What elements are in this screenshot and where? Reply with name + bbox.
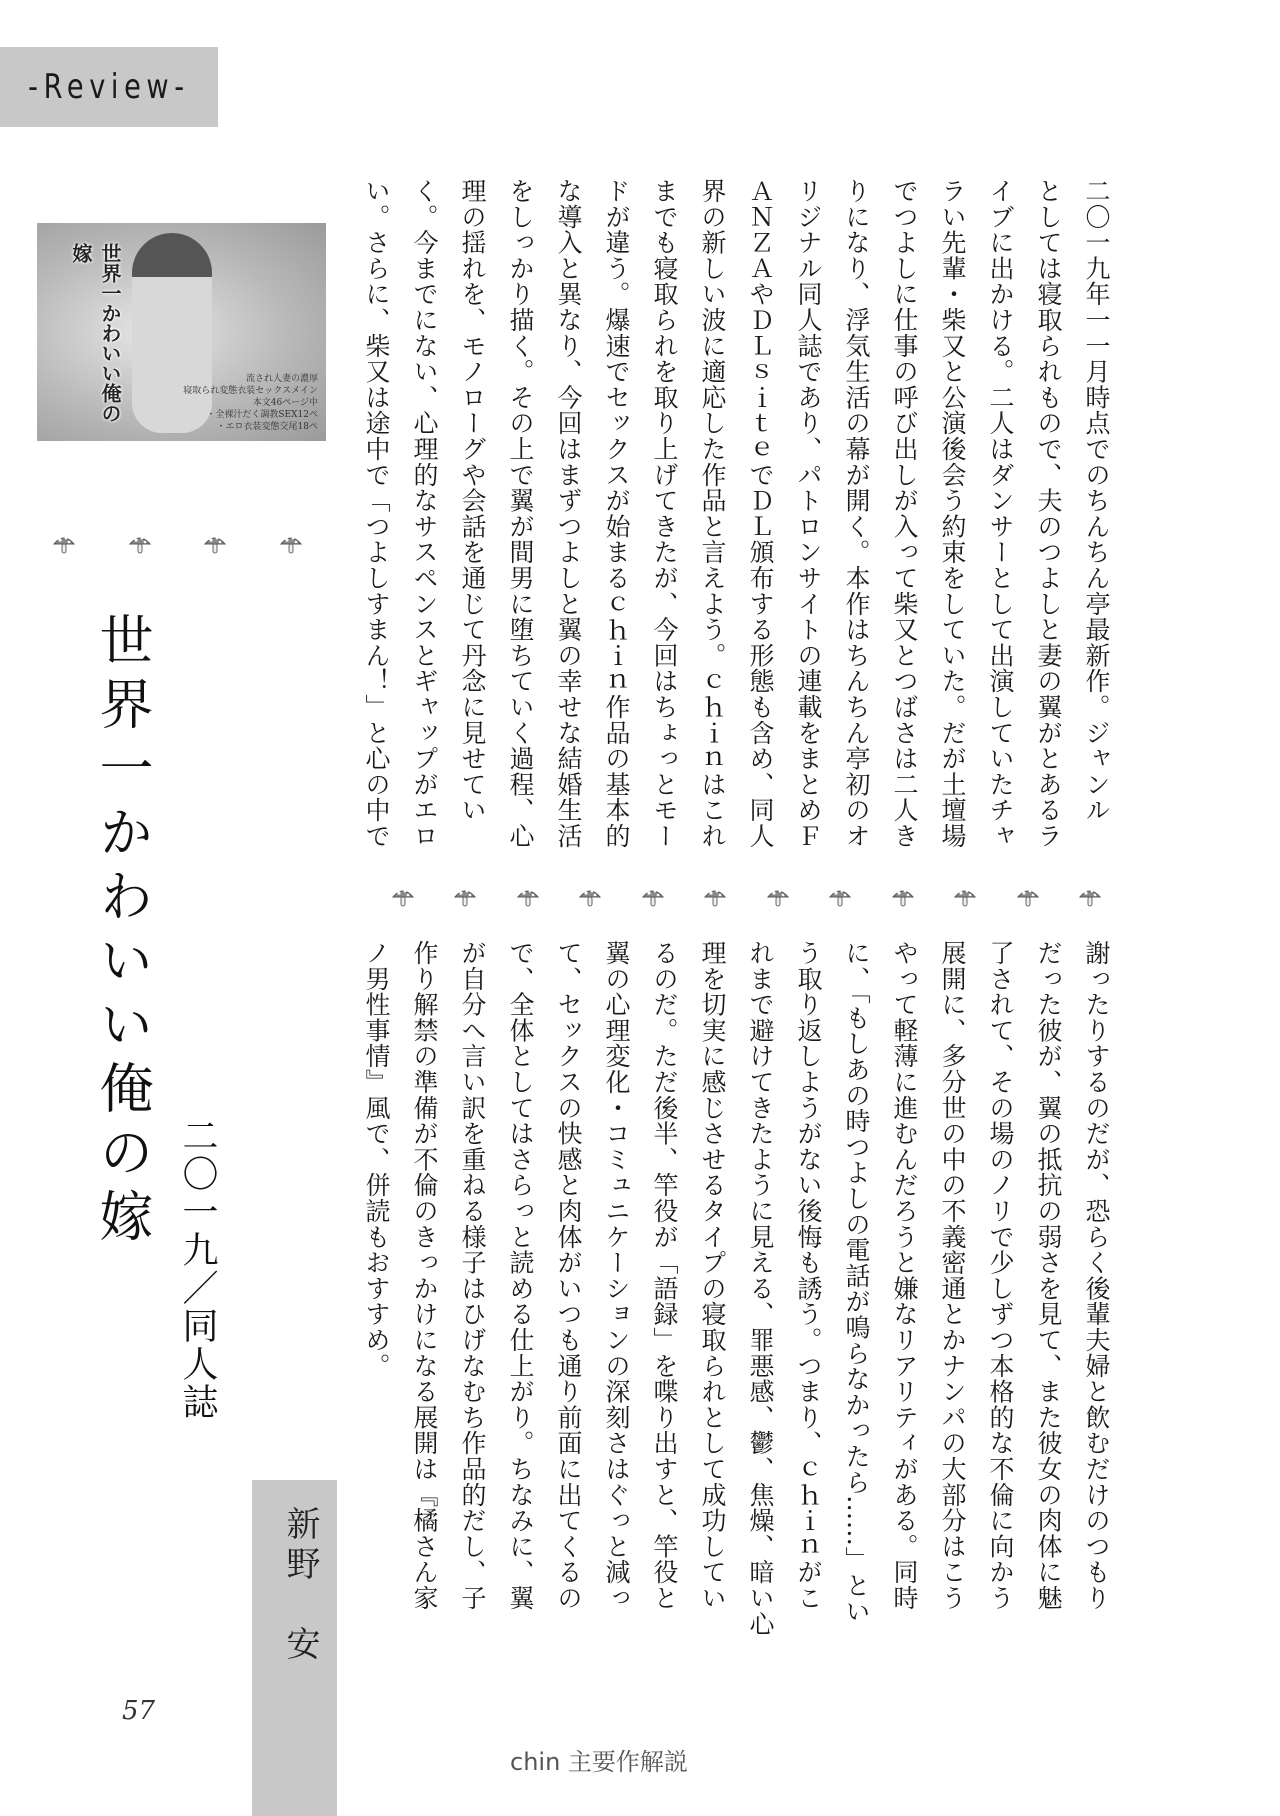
text-column: イブに出かける。二人はダンサーとして出演していたチャ [986,178,1015,849]
author-name: 新野 安 [280,1506,320,1666]
cover-blurb-line: ・エロ衣装変態交尾18ペ [216,422,318,432]
text-column: りになり、浮気生活の幕が開く。本作はちんちん亭初のオ [842,178,871,849]
text-column: く。今までにない、心理的なサスペンスとギャップがエロ [410,178,439,849]
mushroom-icon [703,886,727,908]
text-column: 二〇一九年一一月時点でのちんちん亭最新作。ジャンル [1082,178,1111,823]
cover-blurb-line: ・全裸汁だく調教SEX12ペ [206,410,318,420]
review-text-top [352,178,1120,858]
mushroom-icon [1016,886,1040,908]
text-column: 了されて、その場のノリで少しずつ本格的な不倫に向かう [986,940,1015,1611]
text-column: 理を切実に感じさせるタイプの寝取られとして成功してい [698,940,727,1611]
mushroom-icon [516,886,540,908]
text-column: でつよしに仕事の呼び出しが入って柴又とつばさは二人き [890,178,919,849]
text-column: な導入と異なり、今回はまずつよしと翼の幸せな結婚生活 [554,178,583,849]
text-column: までも寝取られを取り上げてきたが、今回はちょっとモー [650,178,679,849]
text-column: やって軽薄に進むんだろうと嫌なリアリティがある。同時 [890,940,919,1611]
text-column: としては寝取られもので、夫のつよしと妻の翼がとあるラ [1034,178,1063,849]
text-column: 展開に、多分世の中の不義密通とかナンパの大部分はこう [938,940,967,1611]
text-column: れまで避けてきたように見える、罪悪感、鬱、焦燥、暗い心 [746,940,775,1637]
mushroom-icon [453,886,477,908]
review-text-bottom [352,940,1120,1660]
text-column: 理の揺れを、モノローグや会話を通じて丹念に見せてい [458,178,487,823]
mushroom-icon [953,886,977,908]
cover-logo: 世界一かわいい俺の嫁 [69,243,122,423]
work-subtitle: 二〇一九／同人誌 [177,1117,218,1421]
work-title: 世界一かわいい俺の嫁 [91,612,154,1252]
cover-blurb [183,373,318,433]
text-column: 翼の心理変化・コミュニケーションの深刻さはぐっと減っ [602,940,631,1611]
text-column: う取り返しようがない後悔も誘う。つまり、ｃｈｉｎがこ [794,940,823,1611]
text-column: が自分へ言い訳を重ねる様子はひげなむち作品的だし、子 [458,940,487,1611]
section-label-text: -Review- [28,67,190,107]
mushroom-icon [891,886,915,908]
text-column: だった彼が、翼の抵抗の弱さを見て、また彼女の肉体に魅 [1034,940,1063,1611]
text-column: ドが違う。爆速でセックスが始まるｃｈｉｎ作品の基本的 [602,178,631,849]
cover-blurb-line: 本文46ページ中 [252,398,318,408]
text-column: て、セックスの快感と肉体がいつも通り前面に出てくるの [554,940,583,1611]
mushroom-icon [1078,886,1102,908]
running-footer: chin 主要作解説 [510,1748,688,1776]
text-column: をしっかり描く。その上で翼が間男に堕ちていく過程、心 [506,178,535,849]
text-column: ＡＮＺＡやＤＬｓｉｔｅでＤＬ頒布する形態も含め、同人 [746,178,775,849]
section-label [0,47,218,127]
text-column: ラい先輩・柴又と公演後会う約束をしていた。だが土壇場 [938,178,967,849]
mushroom-icon [641,886,665,908]
text-column: リジナル同人誌であり、パトロンサイトの連載をまとめＦ [794,178,823,849]
text-column: い。さらに、柴又は途中で「つよしすまん！」と心の中で [362,178,391,849]
author-box [252,1480,337,1816]
mushroom-icon [52,533,76,555]
text-column: 謝ったりするのだが、恐らく後輩夫婦と飲むだけのつもり [1082,940,1111,1611]
text-column: 作り解禁の準備が不倫のきっかけになる展開は『橘さん家 [410,940,439,1611]
text-column: ノ男性事情』風で、併読もおすすめ。 [362,940,391,1379]
mushroom-icon [203,533,227,555]
cover-blurb-line: 寝取られ変態衣装セックスメイン [183,386,318,396]
text-column: に、「もしあの時つよしの電話が鳴らなかったら……」とい [842,940,871,1625]
mushroom-icon [391,886,415,908]
mushroom-icon [279,533,303,555]
page-number: 57 [122,1696,156,1726]
mushroom-icon [128,533,152,555]
mushroom-icon [828,886,852,908]
text-column: で、全体としてはさらっと読める仕上がり。ちなみに、翼 [506,940,535,1611]
mushroom-icon [766,886,790,908]
text-column: 界の新しい波に適応した作品と言えよう。ｃｈｉｎはこれ [698,178,727,849]
cover-blurb-line: 流され人妻の濃厚 [245,374,318,384]
cover-image [37,223,326,441]
text-column: るのだ。ただ後半、竿役が「語録」を喋り出すと、竿役と [650,940,679,1611]
mushroom-icon [578,886,602,908]
